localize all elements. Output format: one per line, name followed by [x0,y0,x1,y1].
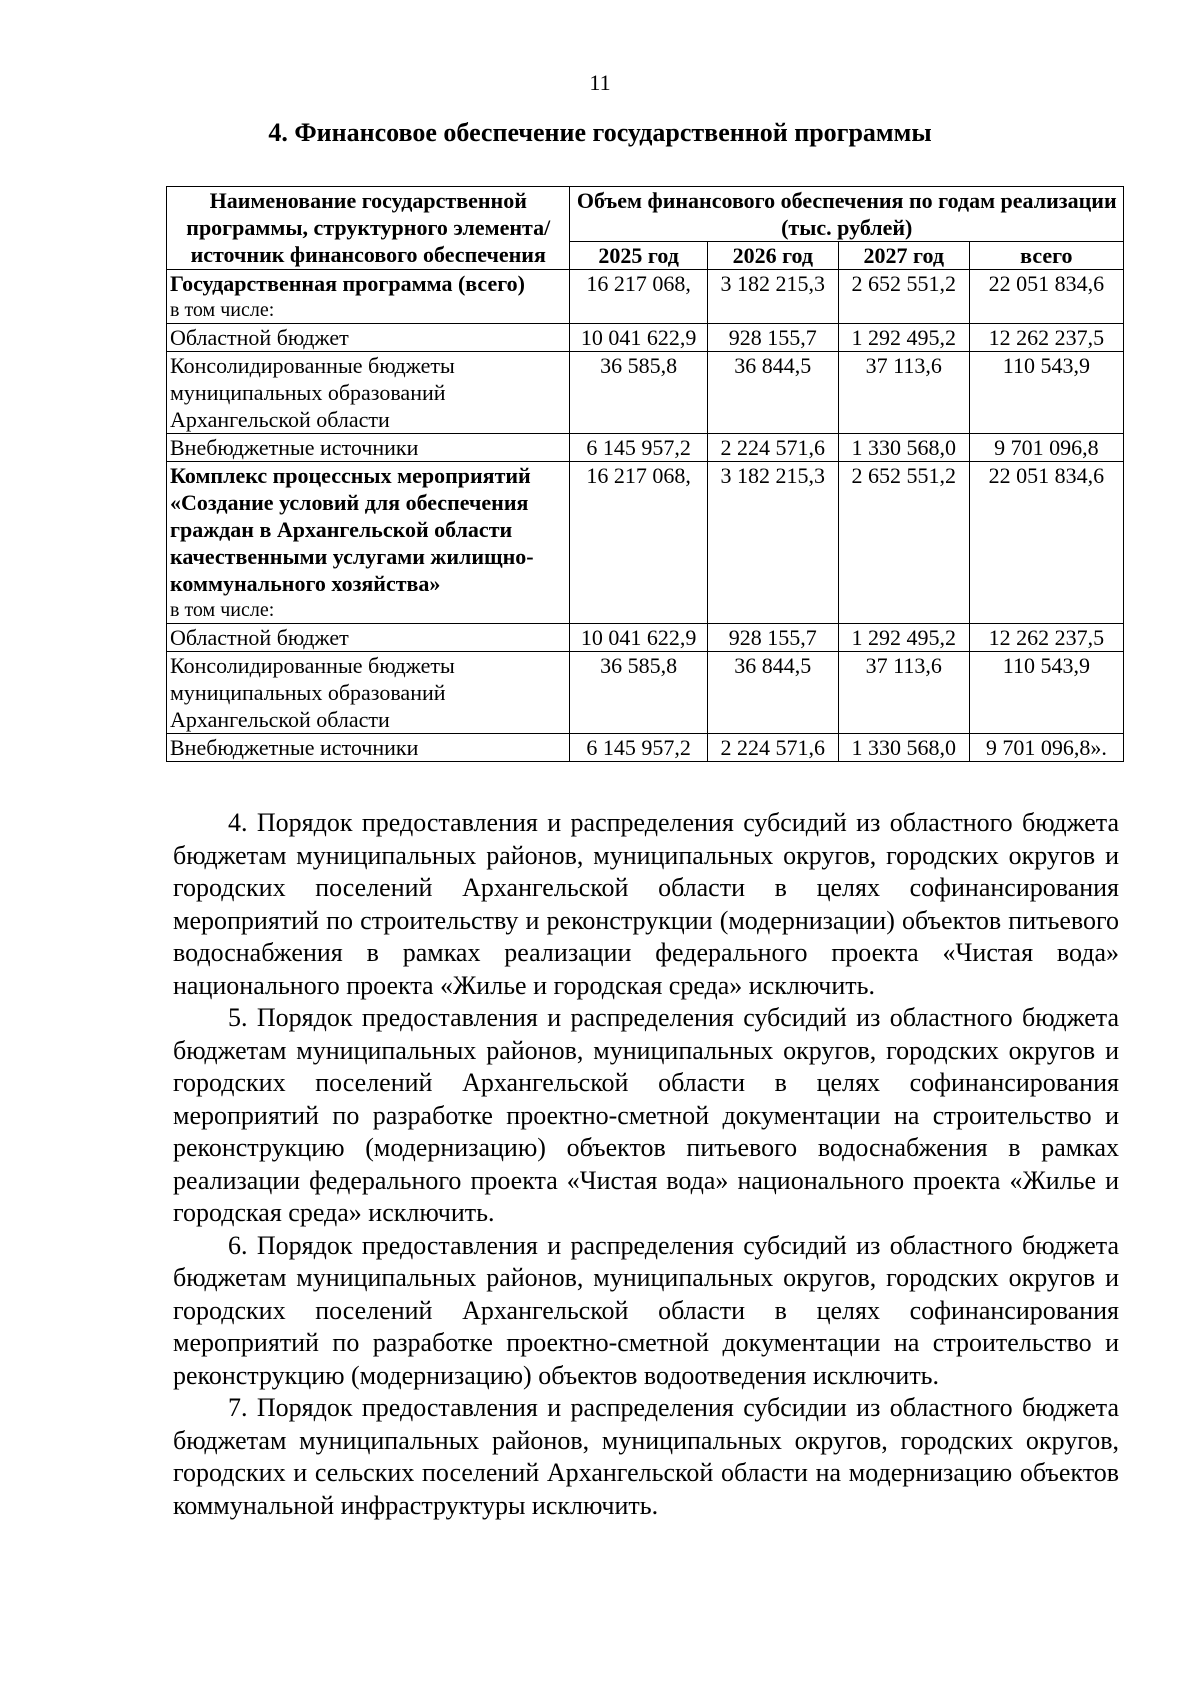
value-cell: 36 844,5 [707,652,838,734]
paragraph: 5. Порядок предоставления и распределения субсидий из областного бюджета бюджетам муниципальных районов, муниципальных округов, городских округов и городских поселений Архангельской области в целях софинансирования мероприятий по разработке проектно-сметной документации на строительство и реконструкцию (модернизацию) объектов питьевого водоснабжения в рамках реализации федерального проекта «Чистая вода» национального проекта «Жилье и городская среда» исключить. [173,1003,1119,1227]
paragraph: 4. Порядок предоставления и распределения субсидий из областного бюджета бюджетам муниципальных районов, муниципальных округов, городских округов и городских поселений Архангельской области в целях софинансирования мероприятий по строительству и реконструкции (модернизации) объектов питьевого водоснабжения в рамках реализации федерального проекта «Чистая вода» национального проекта «Жилье и городская среда» исключить. [173,808,1119,1000]
year-header: 2026 год [707,242,838,270]
value-cell: 3 182 215,3 [707,270,838,324]
row-subtitle: в том числе: [170,299,275,321]
row-title: Комплекс процессных мероприятий «Создание условий для обеспечения граждан в Архангельской области качественными услугами жилищно-коммунального хозяйства» [170,463,534,596]
row-name [167,270,570,324]
table-row [167,270,1124,324]
row-name: Консолидированные бюджеты муниципальных образований Архангельской области [167,352,570,434]
value-cell: 3 182 215,3 [707,462,838,624]
row-name: Областной бюджет [167,624,570,652]
paragraph: 7. Порядок предоставления и распределения субсидии из областного бюджета бюджетам муниципальных районов, муниципальных округов, городских округов, городских и сельских поселений Архангельской области на модернизацию объектов коммунальной инфраструктуры исключить. [173,1393,1119,1520]
value-cell: 9 701 096,8 [969,434,1123,462]
paragraph: 6. Порядок предоставления и распределения субсидий из областного бюджета бюджетам муниципальных районов, муниципальных округов, городских округов и городских поселений Архангельской области в целях софинансирования мероприятий по разработке проектно-сметной документации на строительство и реконструкцию (модернизацию) объектов водоотведения исключить. [173,1230,1119,1390]
value-cell: 2 224 571,6 [707,734,838,762]
value-cell: 928 155,7 [707,324,838,352]
year-header: 2027 год [838,242,969,270]
volume-column-header: Объем финансового обеспечения по годам реализации (тыс. рублей) [570,187,1124,242]
value-cell: 22 051 834,6 [969,462,1123,624]
value-cell: 10 041 622,9 [570,324,707,352]
value-cell: 37 113,6 [838,352,969,434]
value-cell: 928 155,7 [707,624,838,652]
page-number: 11 [589,70,611,95]
row-name [167,462,570,624]
total-header: всего [969,242,1123,270]
value-cell: 2 224 571,6 [707,434,838,462]
table-row [167,352,1124,434]
row-subtitle: в том числе: [170,599,275,621]
table-row [167,434,1124,462]
value-cell: 16 217 068, [570,270,707,324]
name-column-header: Наименование государственной программы, структурного элемента/ источник финансового обеспечения [167,187,570,270]
year-header: 2025 год [570,242,707,270]
table-row [167,624,1124,652]
value-cell: 1 292 495,2 [838,324,969,352]
row-name: Внебюджетные источники [167,434,570,462]
value-cell: 22 051 834,6 [969,270,1123,324]
row-title: Государственная программа (всего) [170,271,525,296]
value-cell: 36 585,8 [570,652,707,734]
table-row [167,734,1124,762]
row-name: Областной бюджет [167,324,570,352]
value-cell: 2 652 551,2 [838,462,969,624]
value-cell: 6 145 957,2 [570,434,707,462]
financing-table [166,186,1124,762]
table-row [167,462,1124,624]
row-name: Консолидированные бюджеты муниципальных образований Архангельской области [167,652,570,734]
value-cell: 37 113,6 [838,652,969,734]
value-cell: 6 145 957,2 [570,734,707,762]
value-cell: 36 585,8 [570,352,707,434]
value-cell: 36 844,5 [707,352,838,434]
value-cell: 12 262 237,5 [969,324,1123,352]
value-cell: 110 543,9 [969,652,1123,734]
value-cell: 1 292 495,2 [838,624,969,652]
value-cell: 16 217 068, [570,462,707,624]
value-cell: 1 330 568,0 [838,734,969,762]
value-cell: 110 543,9 [969,352,1123,434]
row-name: Внебюджетные источники [167,734,570,762]
table-row [167,324,1124,352]
value-cell: 1 330 568,0 [838,434,969,462]
body-text [173,807,1119,1522]
value-cell: 10 041 622,9 [570,624,707,652]
section-title: 4. Финансовое обеспечение государственной программы [268,118,932,147]
table-row [167,652,1124,734]
value-cell: 12 262 237,5 [969,624,1123,652]
value-cell: 9 701 096,8». [969,734,1123,762]
value-cell: 2 652 551,2 [838,270,969,324]
